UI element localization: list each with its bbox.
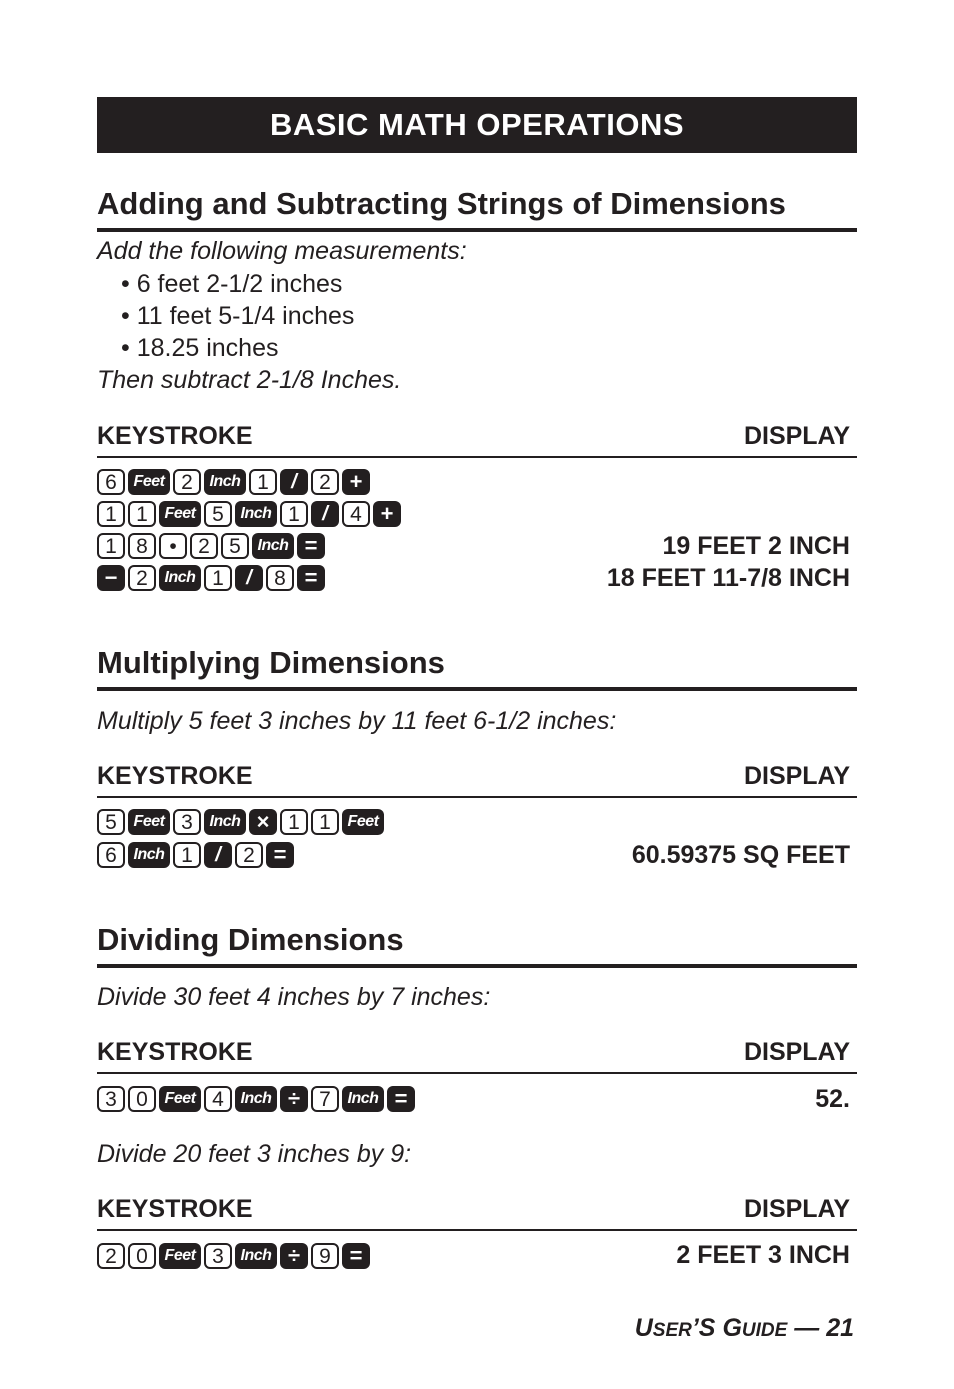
key-4: 4 [342,501,370,527]
fraction-key: / [311,501,339,527]
key-2: 2 [190,533,218,559]
keystroke-row [97,1242,370,1270]
decimal-key: • [159,533,187,559]
feet-key: Feet [159,1086,201,1112]
key-4: 4 [204,1086,232,1112]
key-5: 5 [97,809,125,835]
key-5: 5 [221,533,249,559]
key-1: 1 [311,809,339,835]
section-banner: BASIC MATH OPERATIONS [97,97,857,153]
column-header [97,762,857,798]
key-9: 9 [311,1243,339,1269]
display-value: 19 FEET 2 INCH [662,532,850,560]
dividing-intro-2: Divide 20 feet 3 inches by 9: [97,1140,412,1168]
key-3: 3 [173,809,201,835]
keystroke-label: KEYSTROKE [97,1038,253,1066]
bullet-item: • 6 feet 2-1/2 inches [121,270,343,298]
key-1: 1 [128,501,156,527]
keystroke-label: KEYSTROKE [97,422,253,450]
feet-key: Feet [159,1243,201,1269]
adding-outro: Then subtract 2-1/8 Inches. [97,366,402,394]
key-6: 6 [97,842,125,868]
multiplying-intro: Multiply 5 feet 3 inches by 11 feet 6-1/2 inches: [97,707,617,735]
display-label: DISPLAY [743,762,850,790]
key-1: 1 [97,533,125,559]
plus-key: + [373,501,401,527]
column-header [97,422,857,458]
column-header [97,1195,857,1231]
divide-key: ÷ [280,1086,308,1112]
inch-key: Inch [235,501,277,527]
key-1: 1 [280,809,308,835]
key-2: 2 [311,469,339,495]
plus-key: + [342,469,370,495]
inch-key: Inch [204,469,246,495]
inch-key: Inch [128,842,170,868]
inch-key: Inch [342,1086,384,1112]
fraction-key: / [204,842,232,868]
keystroke-label: KEYSTROKE [97,762,253,790]
display-label: DISPLAY [743,1195,850,1223]
inch-key: Inch [235,1086,277,1112]
display-value: 52. [815,1085,850,1113]
divide-key: ÷ [280,1243,308,1269]
keystroke-row [97,808,384,836]
inch-key: Inch [204,809,246,835]
equals-key: = [297,533,325,559]
inch-key: Inch [235,1243,277,1269]
key-5: 5 [204,501,232,527]
key-8: 8 [128,533,156,559]
inch-key: Inch [252,533,294,559]
key-1: 1 [249,469,277,495]
key-0: 0 [128,1243,156,1269]
key-7: 7 [311,1086,339,1112]
minus-key: − [97,565,125,591]
display-label: DISPLAY [743,1038,850,1066]
key-1: 1 [97,501,125,527]
keystroke-row [97,500,401,528]
keystroke-row [97,1085,415,1113]
bullet-item: • 18.25 inches [121,334,279,362]
key-6: 6 [97,469,125,495]
key-3: 3 [97,1086,125,1112]
keystroke-row [97,564,325,592]
display-value: 18 FEET 11-7/8 INCH [606,564,850,592]
equals-key: = [387,1086,415,1112]
keystroke-row [97,532,325,560]
inch-key: Inch [159,565,201,591]
display-value: 60.59375 SQ FEET [631,841,850,869]
display-value: 2 FEET 3 INCH [676,1241,850,1269]
keystroke-row [97,841,294,869]
key-2: 2 [235,842,263,868]
key-1: 1 [280,501,308,527]
equals-key: = [342,1243,370,1269]
bullet-item: • 11 feet 5-1/4 inches [121,302,355,330]
fraction-key: / [280,469,308,495]
key-2: 2 [173,469,201,495]
heading-multiplying: Multiplying Dimensions [97,645,857,691]
keystroke-row [97,468,370,496]
key-1: 1 [204,565,232,591]
key-8: 8 [266,565,294,591]
adding-intro: Add the following measurements: [97,237,467,265]
display-label: DISPLAY [743,422,850,450]
equals-key: = [266,842,294,868]
feet-key: Feet [128,469,170,495]
feet-key: Feet [159,501,201,527]
key-2: 2 [97,1243,125,1269]
multiply-key: × [249,809,277,835]
heading-dividing: Dividing Dimensions [97,922,857,968]
feet-key: Feet [128,809,170,835]
page-footer: USER’S GUIDE — 21 [634,1314,854,1342]
heading-adding-subtracting: Adding and Subtracting Strings of Dimensions [97,186,857,232]
column-header [97,1038,857,1074]
equals-key: = [297,565,325,591]
fraction-key: / [235,565,263,591]
key-2: 2 [128,565,156,591]
key-3: 3 [204,1243,232,1269]
dividing-intro: Divide 30 feet 4 inches by 7 inches: [97,983,491,1011]
key-0: 0 [128,1086,156,1112]
feet-key: Feet [342,809,384,835]
keystroke-label: KEYSTROKE [97,1195,253,1223]
key-1: 1 [173,842,201,868]
